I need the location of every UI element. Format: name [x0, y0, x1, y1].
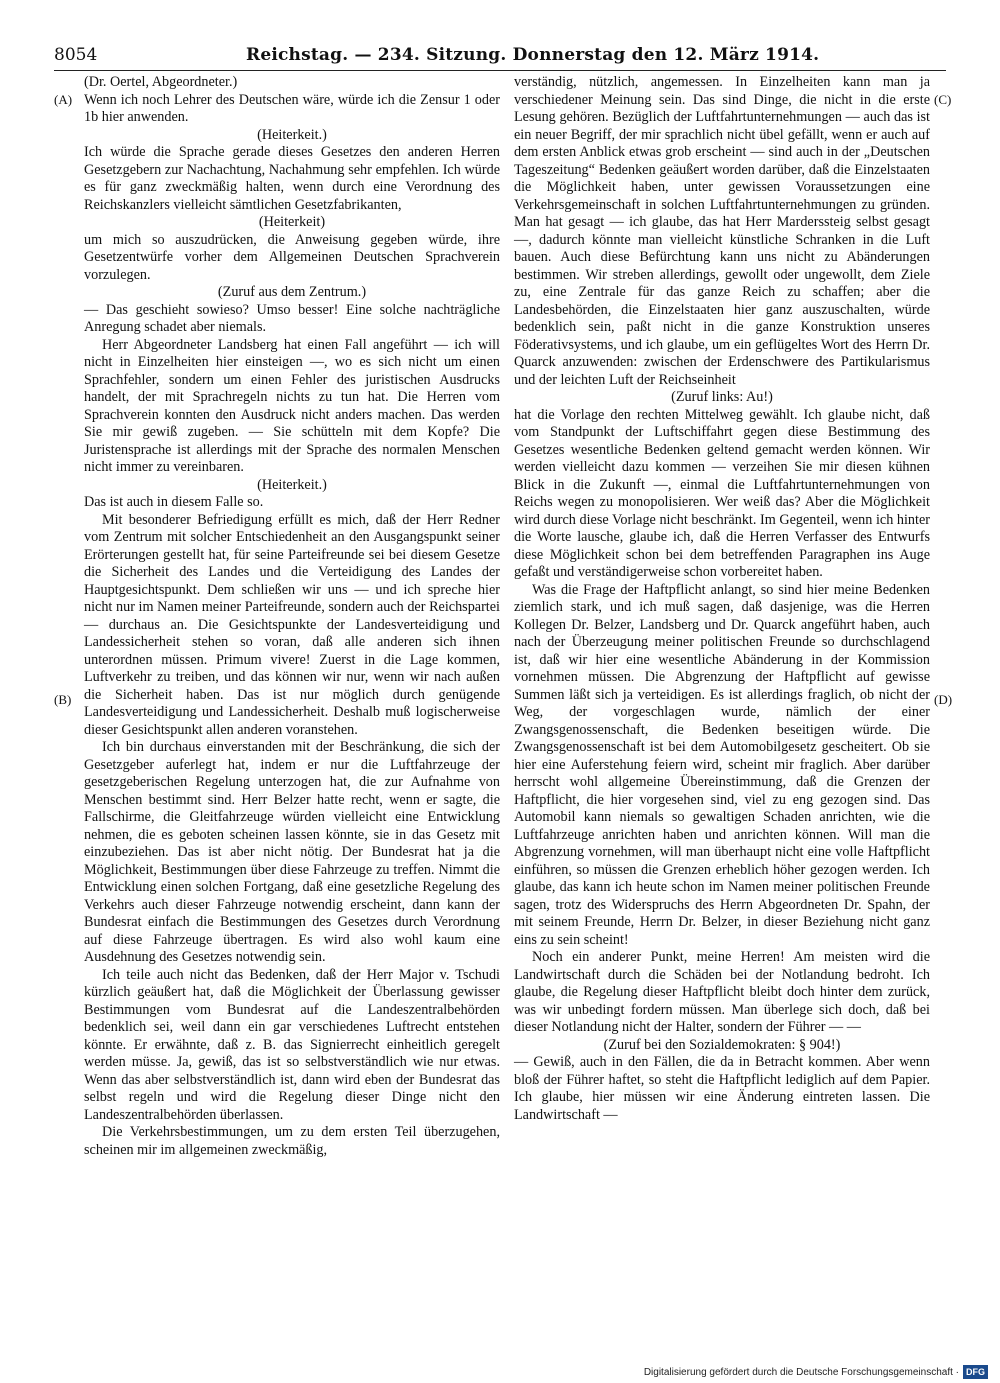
paragraph: Mit besonderer Befriedigung erfüllt es mich, daß der Herr Redner vom Zentrum mit solcher Entschiedenheit an den Ausgangspunkt seiner Erörterungen gestellt hat, für seine Parteifreunde sei bei diesem Gesetze die Sicherheit des Landes und die Verteidigung des Landes der Hauptgesichtspunkt. Dem schließen wir uns — und ich spreche hier nicht nur im Namen meiner Parteifreunde, sondern auch der Reichspartei — durchaus an. Die Gesichtspunkte der Landesverteidigung und Landessicherheit stehen so voran, daß alle anderen sich ihnen unterordnen müssen. Primum vivere! Zuerst in die Lage kommen, Luftverkehr zu treiben, und das können wir nur, wenn wir nach außen die Sicherheit haben. Das ist nur möglich durch genügende Landesverteidigung und Landessicherheit. Deshalb muß logischerweise dieser Gesichtspunkt allen anderen voranstehen. [84, 511, 500, 738]
paragraph: — Gewiß, auch in den Fällen, die da in Betracht kommen. Aber wenn bloß der Führer haftet, so steht die Haftpflicht lediglich auf dem Papier. Ich glaube, hier müssen wir eine Änderung eintreten lassen. Die Landwirtschaft — [514, 1054, 930, 1123]
paragraph: Ich bin durchaus einverstanden mit der Beschränkung, die sich der Gesetzgeber auferlegt hat, indem er nur die Luftfahrzeuge der gesetzgeberischen Regelung unterzogen hat, die zur Aufnahme von Menschen bestimmt sind. Herr Belzer hatte recht, wenn er sagte, die Fallschirme, die Gleitfahrzeuge würden vielleicht eine Entwicklung nehmen, die es geboten scheinen lassen könnte, sie in das Gesetz mit einzubeziehen. Das ist aber nicht nötig. Der Bundesrat hat ja die Möglichkeit, Bestimmungen über diese Fahrzeuge zu treffen. Nimmt die Entwicklung einen solchen Fortgang, daß eine gesetzliche Regelung des Verkehrs auch dieser Fahrzeuge notwendig erscheint, dann kann der Bundesrat einfach die Bestimmungen des Gesetzes durch Verordnung auf diese Fahrzeuge übertragen. Es wird also wohl kaum eine Ausdehnung des Gesetzes notwendig sein. [84, 739, 500, 965]
paragraph: Ich teile auch nicht das Bedenken, daß der Herr Major v. Tschudi kürzlich geäußert hat, daß die Möglichkeit der Überlassung gewisser Bestimmungen vom Bundesrat auf die Landeszentralbehörden bedenklich sei, weil dann ein gar verschiedenes Luftrecht entstehen könnte. Er erwähnte, daß z. B. das Signierrecht einheitlich geregelt werden müsse. Ja, gewiß, das ist so selbstverständlich wie nur etwas. Wenn das aber selbstverständlich ist, dann wird eben der Bundesrat das selbst regeln und wird die Regelung dieser Dinge nicht den Landeszentralbehörden überlassen. [84, 966, 500, 1123]
paragraph: (Heiterkeit.) [257, 476, 327, 493]
paragraph: (Zuruf links: Au!) [671, 389, 773, 405]
margin-marker-a: (A) [54, 92, 73, 107]
paragraph: Die Verkehrsbestimmungen, um zu dem ersten Teil überzugehen, scheinen mir im allgemeinen zweckmäßig, [84, 1124, 500, 1158]
digitization-credit [644, 1365, 988, 1381]
paragraph: Noch ein anderer Punkt, meine Herren! Am meisten wird die Landwirtschaft durch die Schäden bei der Notlandung bedroht. Ich glaube, die Regelung dieser Haftpflicht bleibt doch hinter dem zurück, was wir unbedingt fordern müssen. Man überlege sich doch, daß bei dieser Notlandung nicht der Halter, sondern der Führer — — [514, 949, 930, 1035]
paragraph: — Das geschieht sowieso? Umso besser! Eine solche nachträgliche Anregung schadet aber niemals. [84, 301, 500, 335]
paragraph: Was die Frage der Haftpflicht anlangt, so sind hier meine Bedenken ziemlich stark, und ich muß sagen, daß dasjenige, was die Herren Kollegen Dr. Belzer, Landsberg und Dr. Quarck angeführt haben, auch nach der Überzeugung meiner politischen Freunde so durchschlagend ist, daß wir hier eine wesentliche Abänderung in der Kommission vornehmen müssen. Die Abgrenzung der Haftpflicht auf gewisse Summen läßt sich ja verteidigen. Es ist allerdings fraglich, ob nicht der Weg, der vorgeschlagen wurde, nämlich der einer Zwangsgenossenschaft, die Bedenken beseitigen würde. Die Zwangsgenossenschaft ist bei dem Automobilgesetz gescheitert. Ob sie hier eine Auferstehung feiern wird, scheint mir fraglich. Aber darüber herrscht wohl allgemeine Übereinstimmung, daß die Grenzen der Haftpflicht, die hier vorgesehen sind, viel zu eng gezogen sind. Das Automobil kann niemals so gewaltigen Schaden anrichten, wie die Luftfahrzeuge anrichten haben und anrichten können. Will man die Abgrenzung vornehmen, will man überhaupt nicht eine volle Haftpflicht einführen, so müssen die Grenzen erheblich höher gezogen werden. Ich glaube, das kann ich heute schon im Namen meiner politischen Freunde sagen, trotz des Widerspruchs des Herrn Abgeordneten Dr. Spahn, der mit seinem Freunde, Herrn Dr. Belzer, in dieser Beziehung nicht ganz eins zu sein scheint! [514, 581, 930, 948]
running-title: Reichstag. — 234. Sitzung. Donnerstag den 12. März 1914. [246, 45, 820, 65]
paragraph: um mich so auszudrücken, die Anweisung gegeben würde, ihre Gesetzentwürfe vorher dem Allgemeinen Deutschen Sprachverein vorzulegen. [84, 231, 500, 283]
paragraph: hat die Vorlage den rechten Mittelweg gewählt. Ich glaube nicht, daß vom Standpunkt der Luftschiffahrt gegen diese Bestimmung des Gesetzes wesentliche Bedenken geltend gemacht werden können. Wir werden vielleicht dazu kommen — verzeihen Sie mir diesen kühnen Blick in die Zukunft —, einmal die Luftfahrtunternehmungen von Reichs wegen zu monopolisieren. Wer weiß das? Aber die Möglichkeit wird durch diese Vorlage nicht beschränkt. Im Gegenteil, wenn ich hinter die Worte lausche, glaube ich, daß die Herren Verfasser des Entwurfs diese Möglichkeit schon bei dem betreffenden Paragraphen ins Auge gefaßt und verständigerweise schon vorbereitet haben. [514, 406, 930, 580]
paragraph: Das ist auch in diesem Falle so. [84, 494, 264, 510]
dfg-logo: DFG [963, 1365, 988, 1379]
paragraph: (Dr. Oertel, Abgeordneter.) [84, 74, 238, 90]
paragraph: (Heiterkeit) [258, 214, 326, 230]
margin-marker-d: (D) [934, 692, 953, 707]
paragraph: Ich würde die Sprache gerade dieses Gesetzes den anderen Herren Gesetzgebern zur Nachachtung, Nachahmung sehr empfehlen. Ich würde es für ganz zweckmäßig halten, wenn durch eine Verordnung des Reichskanzlers vielleicht sämtlichen Gesetzfabrikanten, [84, 144, 500, 213]
margin-marker-b: (B) [54, 692, 72, 707]
page-number: 8054 [54, 45, 98, 65]
paragraph: (Heiterkeit.) [257, 126, 327, 143]
paragraph: verständig, nützlich, angemessen. In Einzelheiten kann man ja verschiedener Meinung sein. Das sind Dinge, die nicht in die erste Lesung gehören. Bezüglich der Luftfahrtunternehmungen — auch das ist ein neuer Begriff, der mir sprachlich nicht übel gefällt, wenn er auch auf dem ersten Anblick etwas grob erscheint — sind auch in der „Deutschen Tageszeitung“ Bedenken geäußert worden darüber, daß die Einzelstaaten die Möglichkeit haben, unter gewissen Voraussetzungen eine Verkehrsgemeinschaft in solchen Luftfahrtunternehmungen zu gründen. Man hat gesagt — ich glaube, das hat Herr Marderssteig selbst gesagt —, dadurch könnte man vielleicht künstliche Schranken in die Luft bauen. Auch diese Befürchtung kann uns nicht zu Abänderungen bestimmen. Wir streben allerdings, gewollt oder ungewollt, dem Ziele zu, eine Zentrale für das ganze Reich zu schaffen; aber die Landesbehörden, die Einzelstaaten hier ganz auszuschalten, würde bedenklich sein, paßt nicht in die ganze Konstruktion unseres Föderativsystems, und ich glaube, um ein geflügeltes Wort des Herrn Dr. Quarck anzuwenden: zwischen der Erdenschwere des Partikularismus und der leichten Luft der Reichseinheit [514, 74, 930, 388]
paragraph: (Zuruf bei den Sozialdemokraten: § 904!) [603, 1036, 841, 1053]
margin-marker-c: (C) [934, 92, 952, 107]
left-text-column [84, 74, 500, 1159]
right-text-column [514, 74, 930, 1124]
paragraph: (Zuruf aus dem Zentrum.) [217, 284, 367, 300]
paragraph: Herr Abgeordneter Landsberg hat einen Fall angeführt — ich will nicht in Einzelheiten hier einsteigen —, wo es sich nicht um einen Sprachfehler, sondern um einen Fehler des juristischen Ausdrucks handelt, der mit Sprachregeln nichts zu tun hat. Die Herren vom Sprachverein konnten den Ausdruck nicht anders machen. Das werden Sie mir gewiß zugeben. — Sie schütteln mit dem Kopfe? Die Juristensprache ist allerdings mit der Sprache des normalen Menschen nicht immer zu vereinbaren. [84, 336, 500, 475]
header-rule [54, 70, 946, 71]
credit-text: Digitalisierung gefördert durch die Deutsche Forschungsgemeinschaft · [643, 1367, 959, 1378]
paragraph: Wenn ich noch Lehrer des Deutschen wäre, würde ich die Zensur 1 oder 1b hier anwenden. [84, 91, 500, 125]
page-header [54, 44, 946, 66]
